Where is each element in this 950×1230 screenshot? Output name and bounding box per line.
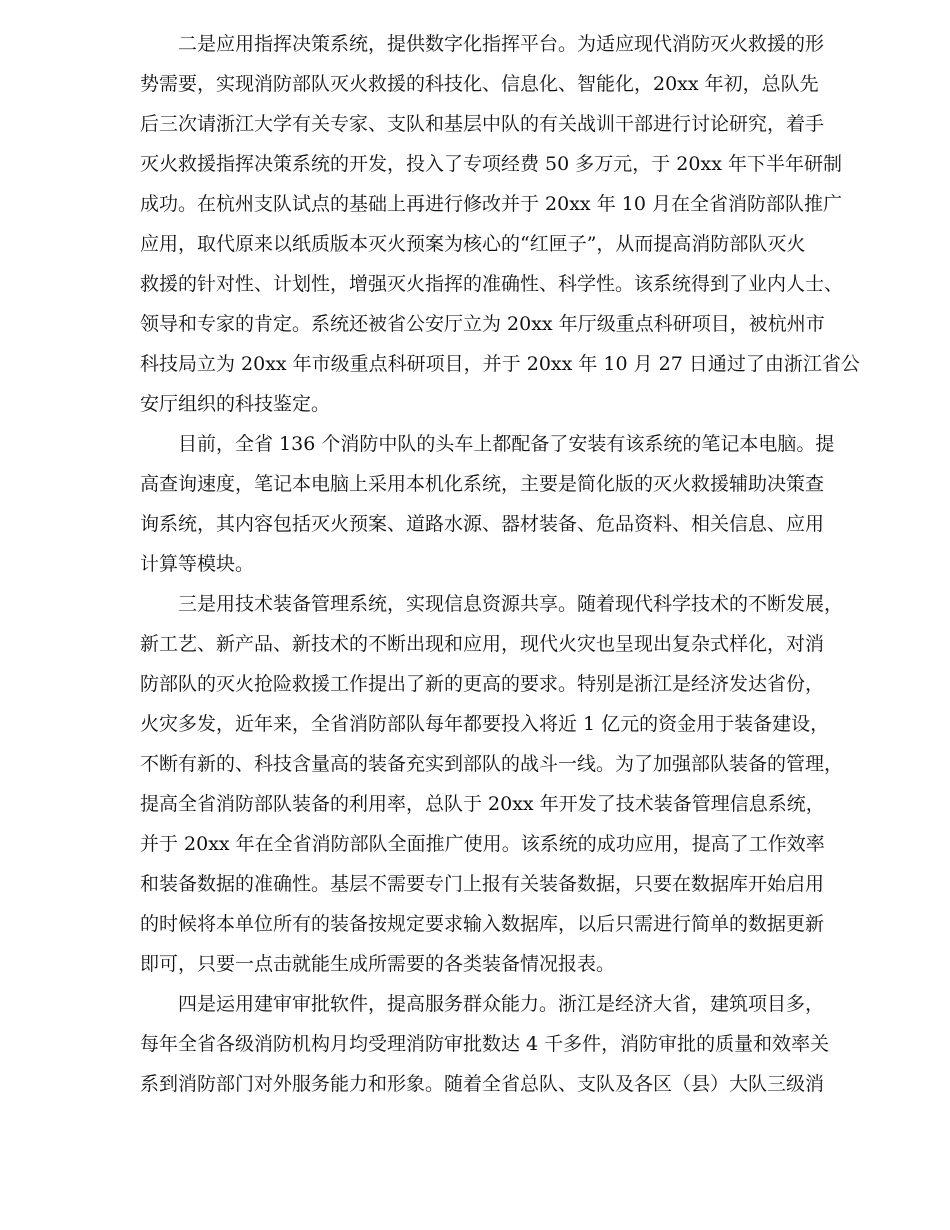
text-line: 救援的针对性、计划性，增强灭火指挥的准确性、科学性。该系统得到了业内人士、 bbox=[140, 273, 844, 295]
text-line: 灭火救援指挥决策系统的开发，投入了专项经费 50 多万元，于 20xx 年下半年研制 bbox=[140, 153, 842, 175]
text-line: 三是用技术装备管理系统，实现信息资源共享。随着现代科学技术的不断发展， bbox=[178, 593, 844, 615]
text-line: 每年全省各级消防机构月均受理消防审批数达 4 千多件，消防审批的质量和效率关 bbox=[140, 1033, 830, 1055]
text-line: 的时候将本单位所有的装备按规定要求输入数据库，以后只需进行简单的数据更新 bbox=[140, 913, 825, 935]
text-line: 提高全省消防部队装备的利用率，总队于 20xx 年开发了技术装备管理信息系统， bbox=[140, 793, 825, 815]
text-line: 成功。在杭州支队试点的基础上再进行修改并于 20xx 年 10 月在全省消防部队推广 bbox=[140, 193, 842, 215]
text-line: 新工艺、新产品、新技术的不断出现和应用，现代火灾也呈现出复杂式样化，对消 bbox=[140, 633, 825, 655]
text-line: 二是应用指挥决策系统，提供数字化指挥平台。为适应现代消防灭火救援的形 bbox=[178, 33, 825, 55]
text-line: 科技局立为 20xx 年市级重点科研项目，并于 20xx 年 10 月 27 日通过了由浙江省公 bbox=[140, 353, 860, 375]
text-line: 势需要，实现消防部队灭火救援的科技化、信息化、智能化，20xx 年初，总队先 bbox=[140, 73, 819, 95]
text-line: 防部队的灭火抢险救援工作提出了新的更高的要求。特别是浙江是经济发达省份， bbox=[140, 673, 825, 695]
text-line: 即可，只要一点击就能生成所需要的各类装备情况报表。 bbox=[140, 953, 616, 975]
text-line: 询系统，其内容包括灭火预案、道路水源、器材装备、危品资料、相关信息、应用 bbox=[140, 513, 825, 535]
text-line: 高查询速度，笔记本电脑上采用本机化系统，主要是简化版的灭火救援辅助决策查 bbox=[140, 473, 825, 495]
text-line: 系到消防部门对外服务能力和形象。随着全省总队、支队及各区（县）大队三级消 bbox=[140, 1073, 825, 1095]
text-line: 目前，全省 136 个消防中队的头车上都配备了安装有该系统的笔记本电脑。提 bbox=[178, 433, 835, 455]
text-line: 和装备数据的准确性。基层不需要专门上报有关装备数据，只要在数据库开始启用 bbox=[140, 873, 825, 895]
text-line: 后三次请浙江大学有关专家、支队和基层中队的有关战训干部进行讨论研究，着手 bbox=[140, 113, 825, 135]
text-line: 领导和专家的肯定。系统还被省公安厅立为 20xx 年厅级重点科研项目，被杭州市 bbox=[140, 313, 825, 335]
text-line: 火灾多发，近年来，全省消防部队每年都要投入将近 1 亿元的资金用于装备建设， bbox=[140, 713, 830, 735]
text-line: 安厅组织的科技鉴定。 bbox=[140, 393, 331, 415]
text-line: 计算等模块。 bbox=[140, 553, 255, 575]
text-line: 不断有新的、科技含量高的装备充实到部队的战斗一线。为了加强部队装备的管理， bbox=[140, 753, 844, 775]
text-line: 并于 20xx 年在全省消防部队全面推广使用。该系统的成功应用，提高了工作效率 bbox=[140, 833, 825, 855]
text-line: 四是运用建审审批软件，提高服务群众能力。浙江是经济大省，建筑项目多， bbox=[178, 993, 825, 1015]
text-line: 应用，取代原来以纸质版本灭火预案为核心的“红匣子”，从而提高消防部队灭火 bbox=[140, 233, 806, 255]
